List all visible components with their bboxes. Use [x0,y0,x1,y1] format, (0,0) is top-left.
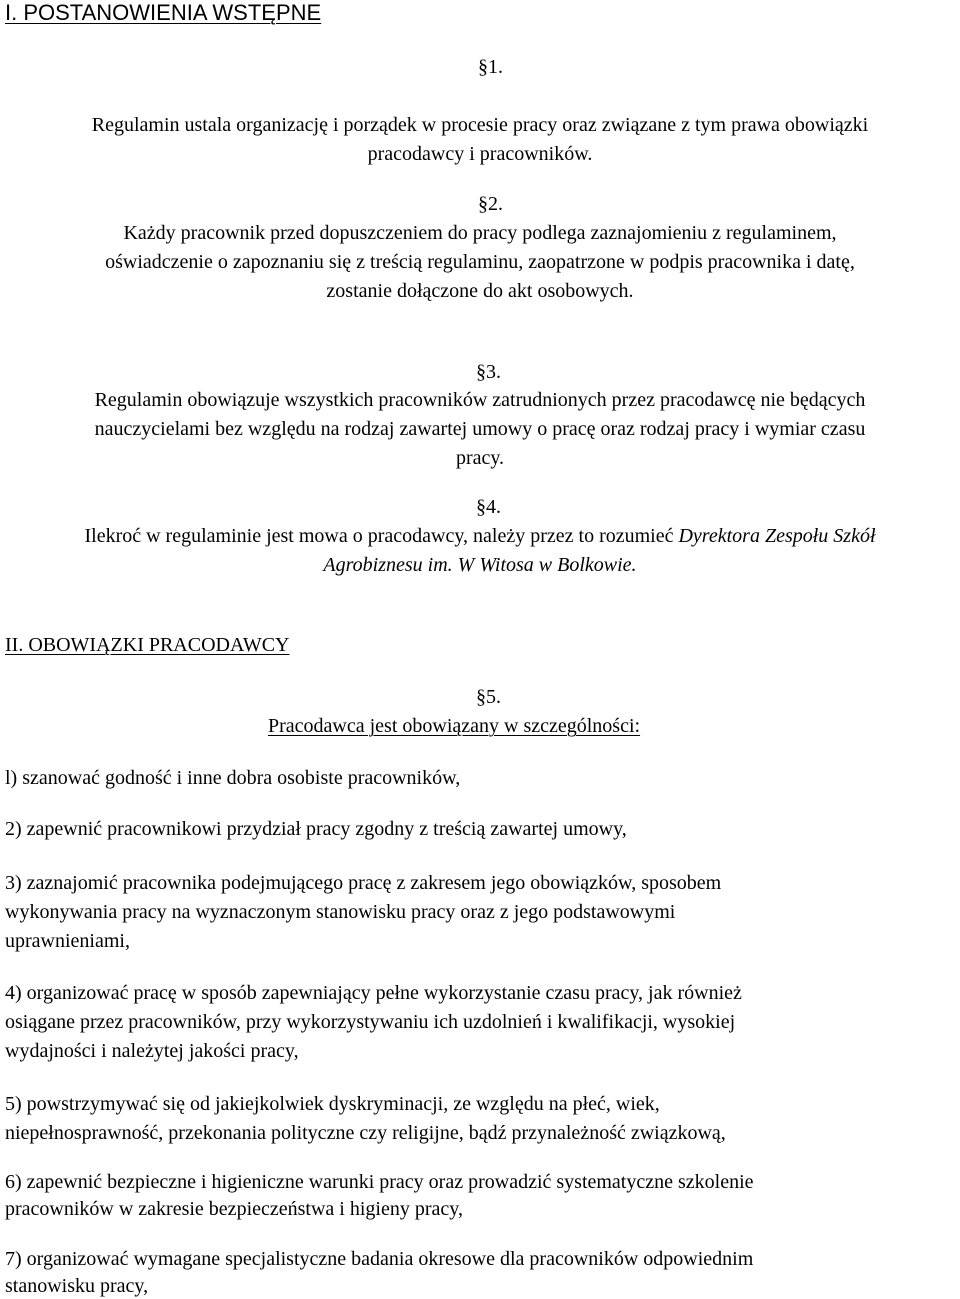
paragraph-4-text: Ilekroć w regulaminie jest mowa o pracodawcy, należy przez to rozumieć [84,525,679,547]
duty-item-5-line-2: niepełnosprawność, przekonania polityczne czy religijne, bądź przynależność związkową, [5,1122,726,1144]
duty-item-4-line-3: wydajności i należytej jakości pracy, [5,1040,299,1062]
paragraph-2-line-2: oświadczenie o zapoznaniu się z treścią regulaminu, zaopatrzone w podpis pracownika i datę, [105,251,855,273]
paragraph-number-3: §3. [476,361,501,383]
paragraph-2-line-1: Każdy pracownik przed dopuszczeniem do pracy podlega zaznajomieniu z regulaminem, [123,222,837,244]
paragraph-3-line-2: nauczycielami bez względu na rodzaj zawartej umowy o pracę oraz rodzaj pracy i wymiar czasu [94,418,866,440]
paragraph-3-line-3: pracy. [455,447,505,469]
duty-item-3-line-1: 3) zaznajomić pracownika podejmującego pracę z zakresem jego obowiązków, sposobem [5,872,722,894]
paragraph-4-school-name: Agrobiznesu im. W Witosa w Bolkowie. [323,554,637,576]
paragraph-4-line-2 [0,555,960,575]
duty-item-3-line-3: uprawnieniami, [5,930,130,952]
duty-item-6-line-1: 6) zapewnić bezpieczne i higieniczne warunki pracy oraz prowadzić systematyczne szkolenie [5,1171,754,1193]
paragraph-4-line-1 [0,526,960,546]
duty-item-2: 2) zapewnić pracownikowi przydział pracy zgodny z treścią zawartej umowy, [5,818,627,840]
duty-item-7-line-2: stanowisku pracy, [5,1275,149,1297]
duty-item-4-line-2: osiągane przez pracowników, przy wykorzystywaniu ich uzdolnień i kwalifikacji, wysokiej [5,1011,736,1033]
section-heading-2: II. OBOWIĄZKI PRACODAWCY [5,634,290,656]
duty-item-4-line-1: 4) organizować pracę w sposób zapewniający pełne wykorzystanie czasu pracy, jak również [5,982,742,1004]
paragraph-number-1: §1. [478,56,503,78]
duty-item-6-line-2: pracowników w zakresie bezpieczeństwa i higieny pracy, [5,1198,463,1220]
paragraph-1-line-1: Regulamin ustala organizację i porządek w procesie pracy oraz związane z tym prawa obowiązki [91,114,869,136]
section-heading-1: I. POSTANOWIENIA WSTĘPNE [5,0,322,25]
paragraph-3-line-1: Regulamin obowiązuje wszystkich pracowników zatrudnionych przez pracodawcę nie będących [94,389,866,411]
paragraph-number-5: §5. [476,686,501,708]
duty-item-3-line-2: wykonywania pracy na wyznaczonym stanowisku pracy oraz z jego podstawowymi [5,901,676,923]
duty-item-5-line-1: 5) powstrzymywać się od jakiejkolwiek dyskryminacji, ze względu na płeć, wiek, [5,1093,660,1115]
paragraph-5-subtitle: Pracodawca jest obowiązany w szczególności: [268,715,641,737]
paragraph-2-line-3: zostanie dołączone do akt osobowych. [326,280,634,302]
paragraph-1-line-2: pracodawcy i pracowników. [367,143,593,165]
paragraph-number-4: §4. [476,496,501,518]
paragraph-4-employer-name: Dyrektora Zespołu Szkół [678,525,876,547]
paragraph-number-2: §2. [478,193,503,215]
duty-item-7-line-1: 7) organizować wymagane specjalistyczne badania okresowe dla pracowników odpowiednim [5,1248,754,1270]
duty-item-1: l) szanować godność i inne dobra osobiste pracowników, [5,767,461,789]
